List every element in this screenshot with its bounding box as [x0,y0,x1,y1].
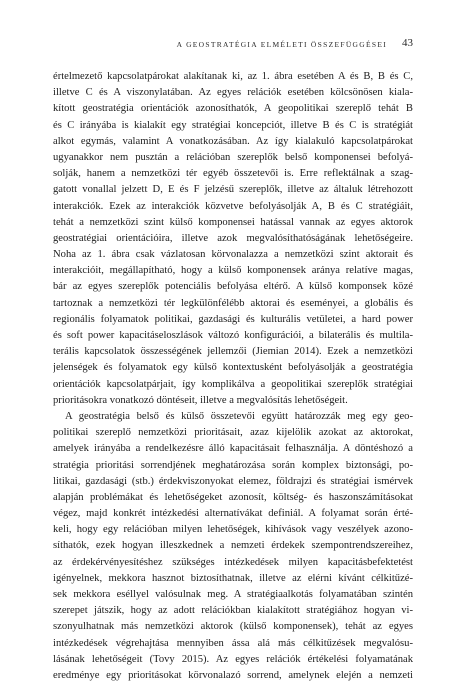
text-line: illetve C és A viszonylatában. Az egyes relációk esetében kölcsönösen kiala- [53,87,413,99]
text-line: szerepet játszik, hogy az adott relációkban kialakított stratégiához hogyan vi- [53,605,413,617]
text-line: gatott vonallal jelzett D, E és F jelzésű szereplők, illetve az általuk létrehozott [53,184,413,196]
text-line: alkot egymás, valamint A vonatkozásában. Az így kialakuló kapcsolatpárokat [53,135,413,147]
body-text [53,69,413,684]
text-line: és soft power kapacitáseloszlások változó konfigurációi, a bilaterális és multila- [53,330,413,341]
text-line: amelyek irányába a rendelkezésre álló kapacitásait felhasználja. A döntéshozó a [53,443,413,455]
text-line: intézkedések végrehajtása mennyiben ássa alá más célkitűzések megvalósu- [53,637,413,649]
text-line: végez, majd konkrét intézkedési alternatívákat definiál. A folyamat során érté- [53,508,413,520]
text-line: geostratégiai orientációira, illetve azok megvalósíthatóságának lehetőségeire. [53,232,413,244]
paragraph-end-line: prioritásokra vonatkozó döntéseit, illetve a megvalósítás lehetőségeit. [53,394,348,406]
text-line: tehát a nemzetközi szint külső komponensei hatással vannak az egyes aktorok [53,216,413,228]
text-line: politikai szereplő nemzetközi prioritásait, azaz kijelölik azokat az aktorokat, [53,427,413,439]
text-line: szonyulhatnak más nemzetközi aktorok (külső komponensek), tehát az egyes [53,621,413,633]
text-line: az érdekérvényesítéshez szükséges intézkedések milyen kapacitásbefektetést [53,556,413,568]
text-line: és C irányába is kialakít egy stratégiai koncepciót, illetve B és C is stratégiát [53,119,413,131]
text-line: orientációk kapcsolatpárjait, így komplikálva a geopolitikai szereplők stratégiai [53,378,413,390]
text-line: eredménye egy prioritásokat körvonalazó sorrend, amelynek elején a nemzeti [53,669,413,681]
page-number: 43 [402,37,413,49]
text-line: solják, hanem a nemzetközi tér egyéb összetevői is. Erre reflektálnak a szag- [53,168,413,180]
text-line: bár az egyes szereplők potenciális befolyása eltérő. A külső komponsek közé [53,281,413,293]
text-line: terális kapcsolatok összességének jellemzői (Jiemian 2014). Ezek a nemzetközi [53,346,413,358]
text-line: ugyanakkor nem pusztán a relációban szereplők belső komponensei befolyá- [53,151,413,163]
text-line: értelmezető kapcsolatpárokat alakítanak ki, az 1. ábra esetében A és B, B és C, [53,71,413,82]
text-line: interakciók. Ezek az interakciók közvetve befolyásolják A, B és C stratégiáit, [53,200,413,212]
text-line: tartoznak a nemzetközi tér legkülönfélébb aktorai és eseményei, a globális és [53,297,413,309]
text-line: lásának lehetőségeit (Tovy 2015). Az egyes relációk értékelési folyamatának [53,653,413,665]
text-line: alapján problémákat és lehetőségeket azonosít, költség- és haszonszámításokat [53,491,413,503]
text-line: regionális folyamatok politikai, gazdasági és kulturális vetületei, a hard power [53,313,413,325]
text-line: kított geostratégia orientációk azonosíthatók, A geopolitikai szereplő tehát B [53,103,413,115]
text-line: síthatók, ezek hogyan illeszkednek a nemzeti érdekek szempontrendszereihez, [53,540,413,552]
text-line: stratégia prioritási sorrendjének meghatározása során komplex biztonsági, po- [53,459,413,471]
paragraph-start-line: A geostratégia belső és külső összetevői együtt határozzák meg egy geo- [65,410,413,422]
text-line: igényelnek, mekkora hasznot biztosíthatnak, illetve az elérni kívánt célkitűzé- [53,572,413,584]
running-head: A GEOSTRATÉGIA ELMÉLETI ÖSSZEFÜGGÉSEI [176,40,387,49]
text-line: Noha az 1. ábra csak vázlatosan körvonalazza a nemzetközi szint aktorait és [53,249,413,261]
text-line: litikai, gazdasági (stb.) érdekviszonyokat elemez, földrajzi és stratégiai ismérvek [53,475,413,487]
text-line: keli, hogy egy relációban milyen lehetőségek, kihívások vagy veszélyek azono- [53,524,413,536]
text-line: interakcióit, megállapítható, hogy a külső komponensek aránya relatíve magas, [53,265,413,277]
text-line: sek mekkora eséllyel valósulnak meg. A stratégiaalkotás folyamatában szintén [53,589,413,600]
text-line: jelenségek és folyamatok egy külső kontextusként befolyásolják a geostratégia [53,362,413,374]
